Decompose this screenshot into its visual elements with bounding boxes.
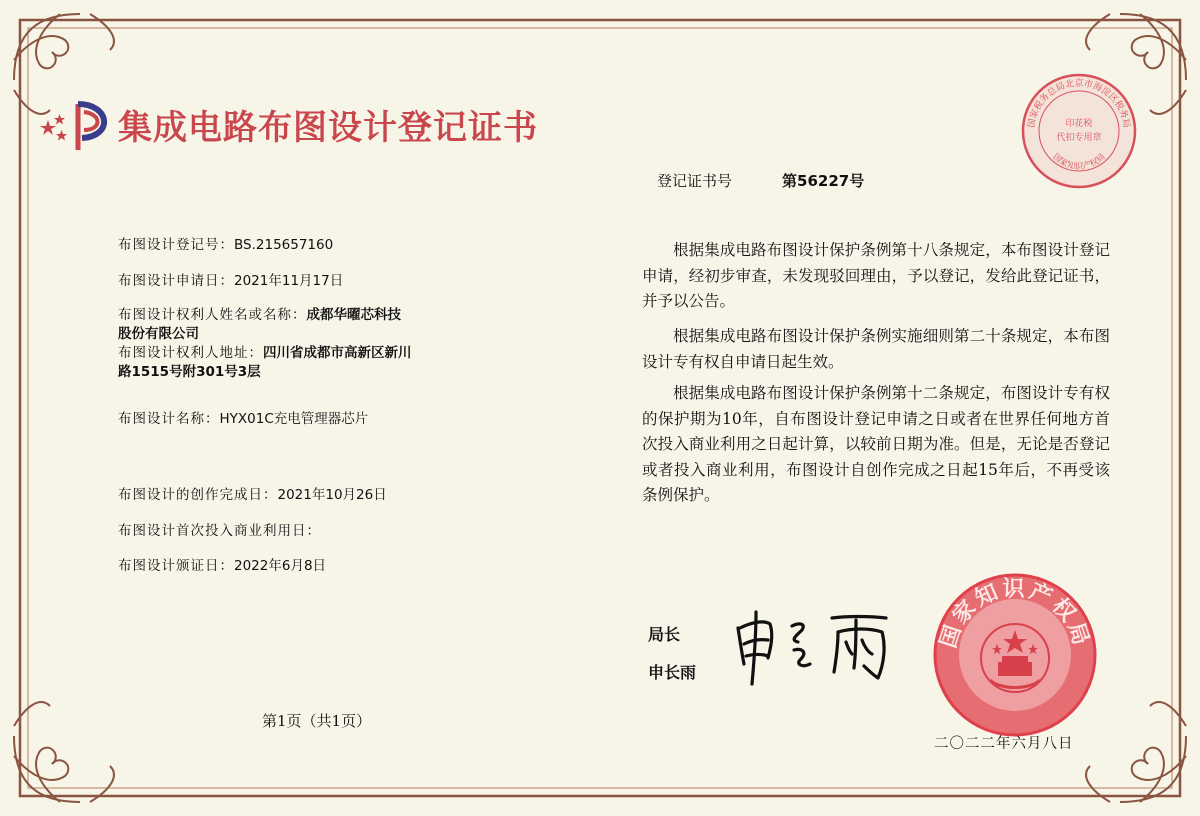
field-holder-address: 布图设计权利人地址：四川省成都市高新区新川路1515号附301号3层 [118,345,412,380]
director-name: 申长雨 [648,663,697,682]
field-issue-date: 布图设计颁证日：2022年6月8日 [118,558,327,574]
ip-office-logo [38,96,118,156]
official-seal [930,570,1100,740]
stamp-tax-seal [1020,72,1138,190]
stamp-tax-bottom-text: 国家知识产权局 [1050,152,1108,172]
stamp-tax-line-1: 印花税 [1065,119,1093,129]
certificate-number-label: 登记证书号 [657,172,733,190]
legal-paragraph-protection-period: 根据集成电路布图设计保护条例第十二条规定，布图设计专有权的保护期为10年，自布图设计登记申请之日或者在世界任何地方首次投入商业利用之日起计算，以较前日期为准。但是，无论是否登记或者投入商业利用，布图设计自创作完成之日起15年后，不再受该条例保护。 [642,384,1110,504]
certificate-title: 集成电路布图设计登记证书 [118,108,538,148]
stamp-tax-ring-text: 国家税务总局北京市海淀区税务局 [1026,79,1132,129]
field-registration-number: 布图设计登记号：BS.215657160 [118,237,334,253]
director-title: 局长 [648,625,681,644]
field-application-date: 布图设计申请日：2021年11月17日 [118,273,344,289]
issue-date: 二〇二二年六月八日 [934,736,1074,752]
official-seal-ring-text: 国家知识产权局 [936,577,1094,652]
legal-paragraph-effective: 根据集成电路布图设计保护条例实施细则第二十条规定，本布图设计专有权自申请日起生效。 [642,327,1110,371]
field-creation-date: 布图设计的创作完成日：2021年10月26日 [118,487,387,503]
director-signature [730,606,900,686]
legal-paragraph-registration: 根据集成电路布图设计保护条例第十八条规定，本布图设计登记申请，经初步审查，未发现驳回理由，予以登记，发给此登记证书，并予以公告。 [642,241,1110,310]
field-first-commercial-use-date: 布图设计首次投入商业利用日： [118,523,321,539]
stamp-tax-line-2: 代扣专用章 [1056,133,1102,143]
page-number: 第1页（共1页） [262,712,372,730]
certificate-number [657,170,864,191]
certificate-number-value: 第56227号 [782,172,865,190]
field-holder-name: 布图设计权利人姓名或名称：成都华曜芯科技股份有限公司 [118,307,401,342]
field-design-name: 布图设计名称：HYX01C充电管理器芯片 [118,411,369,427]
